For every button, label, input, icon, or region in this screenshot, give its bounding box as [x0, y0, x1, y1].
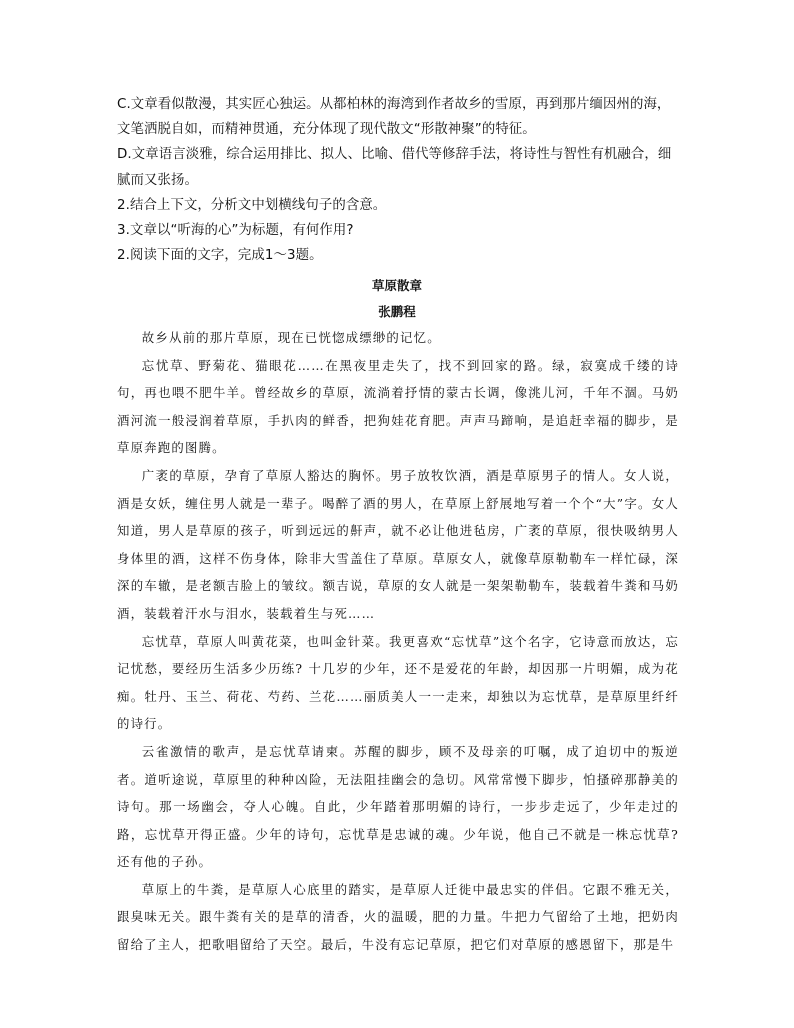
article-author: 张鹏程	[378, 304, 416, 319]
article-paragraph: 忘忧草、野菊花、猫眼花……在黑夜里走失了，找不到回家的路。绿，寂寞成千缕的诗句，再也喂不肥牛羊。曾经故乡的草原，流淌着抒情的蒙古长调，像洮儿河，千年不涸。马奶酒河流一般浸润着草原，手扒肉的鲜香，把狗娃花育肥。声声马蹄响，是追赶幸福的脚步，是草原奔跑的图腾。	[117, 357, 679, 456]
option-d-line-2: 腻而又张扬。	[117, 172, 198, 188]
article-title: 草原散章	[371, 278, 422, 293]
article-paragraph: 草原上的牛粪，是草原人心底里的踏实，是草原人迁徙中最忠实的伴侣。它跟不雅无关，跟臭味无关。跟牛粪有关的是草的清香，火的温暖，肥的力量。牛把力气留给了土地，把奶肉留给了主人，把歌唱留给了天空。最后，牛没有忘记草原，把它们对草原的感恩留下，那是牛	[117, 881, 679, 953]
option-d-line-1: D.文章语言淡雅，综合运用排比、拟人、比喻、借代等修辞手法，将诗性与智性有机融合，细	[117, 147, 672, 163]
article-paragraph: 忘忧草，草原人叫黄花菜，也叫金针菜。我更喜欢“忘忧草”这个名字，它诗意而放达，忘记忧愁，要经历生活多少历练? 十几岁的少年，还不是爱花的年龄，却因那一片明媚，成为花痴。牡丹、玉兰、荷花、芍药、兰花……丽质美人一一走来，却独以为忘忧草，是草原里纤纤的诗行。	[117, 633, 679, 732]
option-c-line-2: 文笔洒脱自如，而精神贯通，充分体现了现代散文“形散神聚”的特征。	[117, 122, 536, 138]
question-3: 3.文章以“听海的心”为标题，有何作用?	[117, 223, 354, 239]
option-c-line-1: C.文章看似散漫，其实匠心独运。从都柏林的海湾到作者故乡的雪原，再到那片缅因州的海，	[117, 97, 671, 112]
question-block	[117, 92, 677, 268]
question-2: 2.结合上下文，分析文中划横线句子的含意。	[117, 197, 387, 213]
article-paragraph: 云雀激情的歌声，是忘忧草请柬。苏醒的脚步，顾不及母亲的叮嘱，成了迫切中的叛逆者。道听途说，草原里的种种凶险，无法阻挂幽会的急切。风常常慢下脚步，怕搔碎那静美的诗句。那一场幽会，夺人心魄。自此，少年踏着那明媚的诗行，一步步走远了，少年走过的路，忘忧草开得正盛。少年的诗句，忘忧草是忠诚的魂。少年说，他自己不就是一株忘忧草? 还有他的子孙。	[117, 743, 679, 870]
article-paragraph: 广袤的草原，孕育了草原人豁达的胸怀。男子放牧饮酒，酒是草原男子的情人。女人说，酒是女妖，缠住男人就是一辈子。喝醉了酒的男人，在草原上舒展地写着一个个“大”字。女人知道，男人是草原的孩子，听到远远的鼾声，就不必让他进毡房，广袤的草原，很快吸纳男人身体里的酒，这样不伤身体，除非大雪盖住了草原。草原女人，就像草原勒勒车一样忙碌，深深的车辙，是老额吉脸上的皱纹。额吉说，草原的女人就是一架架勒勒车，装载着牛粪和马奶酒，装载着汗水与泪水，装载着生与死……	[117, 467, 679, 621]
article-paragraph: 故乡从前的那片草原，现在已恍惚成缥缈的记忆。	[141, 330, 441, 345]
article-body	[117, 324, 679, 959]
reading-intro: 2.阅读下面的文字，完成1～3题。	[117, 248, 323, 264]
